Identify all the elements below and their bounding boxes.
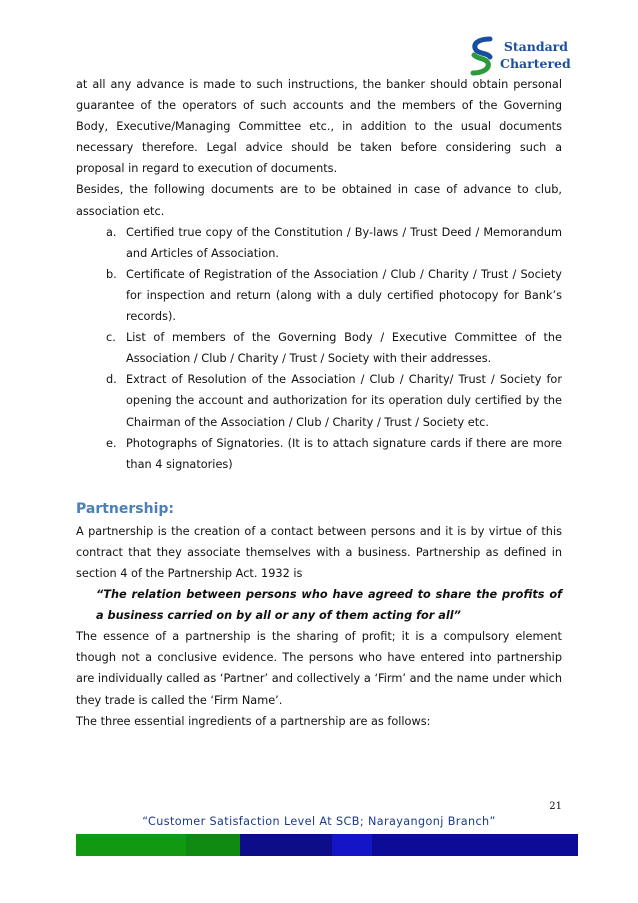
standard-chartered-logo [468,36,571,76]
documents-list [76,222,562,475]
list-marker: c. [106,331,116,345]
footer-quote: “Customer Satisfaction Level At SCB; Narayangonj Branch” [142,815,496,828]
standard-chartered-logo-icon [468,36,496,76]
footer-bar-segment [372,834,578,856]
list-item-text: Certificate of Registration of the Association / Club / Charity / Trust / Society for inspection and return (along with a duly certified photocopy for Bank’s records). [126,267,562,324]
logo-wordmark [500,38,571,72]
list-item [76,222,562,264]
intro-paragraph: at all any advance is made to such instructions, the banker should obtain personal guarantee of the operators of such accounts and the members of the Governing Body, Executive/Managing Committee etc., in addition to the usual documents necessary therefore. Legal advice should be taken before considering such a proposal in regard to execution of documents. [76,78,562,176]
list-item [76,264,562,327]
footer-color-bar [76,834,578,856]
footer-bar-segment [332,834,372,856]
list-item-text: Extract of Resolution of the Association / Club / Charity/ Trust / Society for opening the account and authorization for its operation duly certified by the Chairman of the Association / Club / Charity / Trust / Society etc. [126,373,562,429]
documents-intro: Besides, the following documents are to be obtained in case of advance to club, association etc. [76,183,562,218]
partnership-essence: The essence of a partnership is the sharing of profit; it is a compulsory element though not a conclusive evidence. The persons who have entered into partnership are individually called as ‘Partner’ and collectively a ‘Firm’ and the name under which they trade is called the ‘Firm Name’. [76,630,562,707]
list-item [76,327,562,369]
logo-line-2: Chartered [500,56,571,71]
logo-line-1: Standard [503,39,568,54]
list-marker: d. [106,373,117,387]
list-item [76,433,562,475]
list-marker: a. [106,225,117,239]
list-marker: e. [106,436,117,450]
page-number: 21 [549,801,562,812]
section-heading: Partnership: [76,500,175,517]
ingredients-intro: The three essential ingredients of a partnership are as follows: [76,714,431,728]
partnership-quote: “The relation between persons who have agreed to share the profits of a business carried on by all or any of them acting for all” [96,588,562,623]
list-marker: b. [106,267,117,281]
page-content [76,74,562,732]
list-item-text: List of members of the Governing Body / Executive Committee of the Association / Club / Charity / Trust / Society with their addresses. [126,331,562,366]
list-item-text: Certified true copy of the Constitution / By-laws / Trust Deed / Memorandum and Articles of Association. [126,225,562,260]
footer-bar-segment [76,834,186,856]
footer-bar-segment [240,834,332,856]
list-item [76,369,562,432]
footer-bar-segment [186,834,240,856]
partnership-definition: A partnership is the creation of a contact between persons and it is by virtue of this contract that they associate themselves with a business. Partnership as defined in section 4 of the Partnership Act. 1932 is [76,524,562,580]
list-item-text: Photographs of Signatories. (It is to attach signature cards if there are more than 4 signatories) [126,436,562,471]
